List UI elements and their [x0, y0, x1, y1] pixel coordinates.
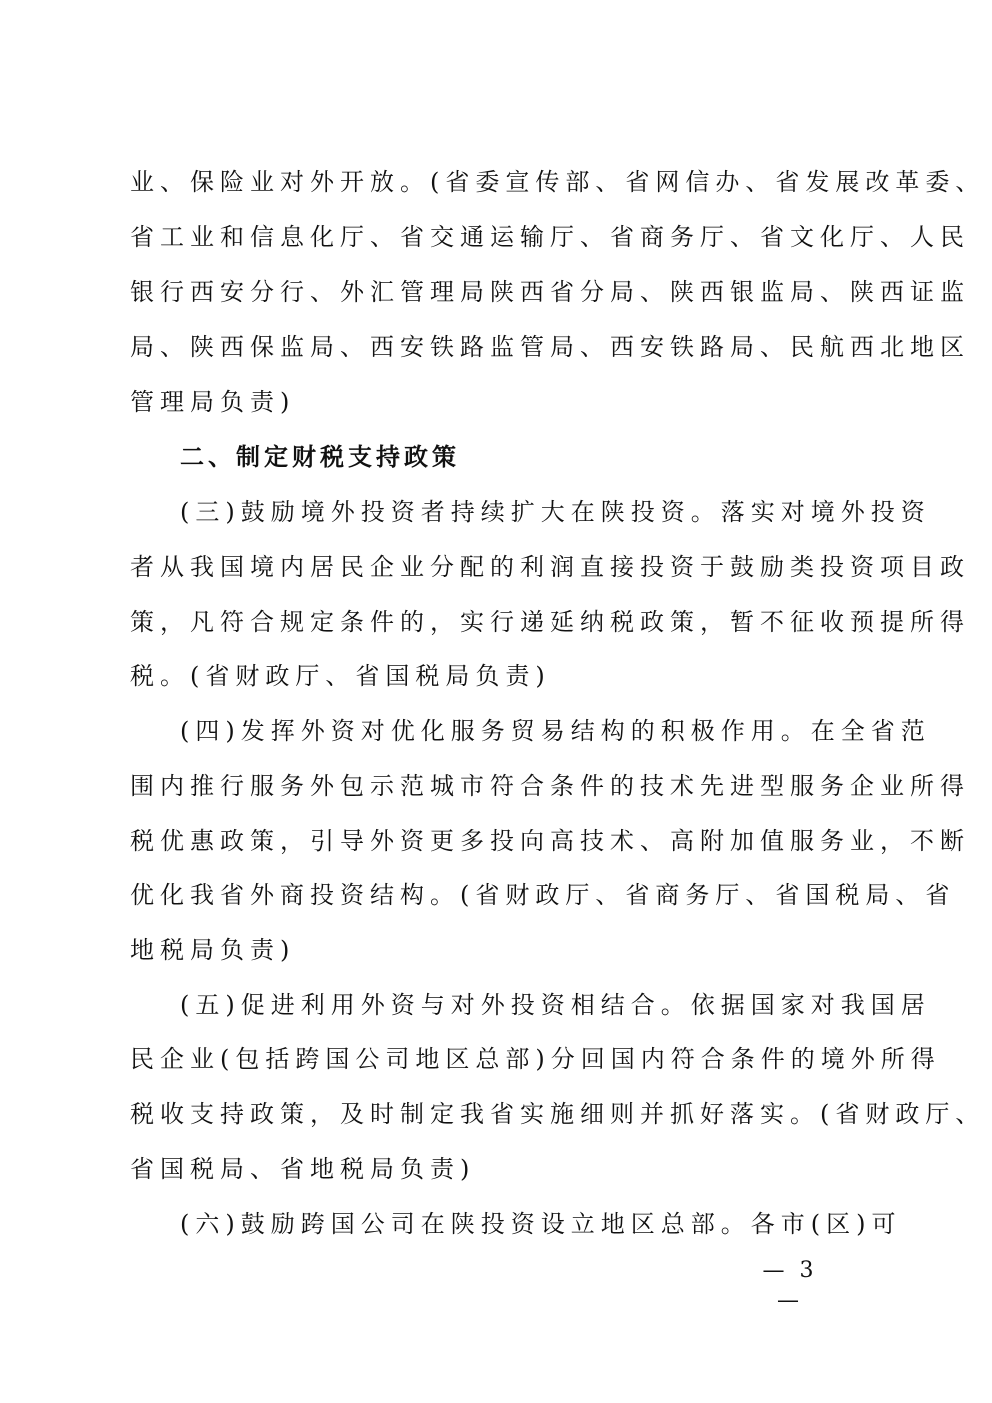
text-line: 业、保险业对外开放。(省委宣传部、省网信办、省发展改革委、	[130, 168, 986, 196]
text-line: 税收支持政策，及时制定我省实施细则并抓好落实。(省财政厅、	[130, 1100, 986, 1128]
text-line: (四)发挥外资对优化服务贸易结构的积极作用。在全省范	[180, 717, 931, 745]
text-line: (六)鼓励跨国公司在陕投资设立地区总部。各市(区)可	[180, 1210, 902, 1238]
page-number: — 3 —	[762, 1258, 818, 1313]
text-line: 省工业和信息化厅、省交通运输厅、省商务厅、省文化厅、人民	[130, 223, 970, 251]
text-line: 者从我国境内居民企业分配的利润直接投资于鼓励类投资项目政	[130, 553, 970, 581]
text-line: 优化我省外商投资结构。(省财政厅、省商务厅、省国税局、省	[130, 881, 956, 909]
section-heading: 二、制定财税支持政策	[180, 443, 460, 471]
text-line: 策，凡符合规定条件的，实行递延纳税政策，暂不征收预提所得	[130, 608, 970, 636]
text-line: 税。(省财政厅、省国税局负责)	[130, 662, 551, 690]
text-line: 管理局负责)	[130, 388, 296, 416]
text-line: 围内推行服务外包示范城市符合条件的技术先进型服务企业所得	[130, 772, 970, 800]
text-line: (五)促进利用外资与对外投资相结合。依据国家对我国居	[180, 991, 931, 1019]
text-line: 局、陕西保监局、西安铁路监管局、西安铁路局、民航西北地区	[130, 333, 970, 361]
text-line: 银行西安分行、外汇管理局陕西省分局、陕西银监局、陕西证监	[130, 278, 970, 306]
text-line: 民企业(包括跨国公司地区总部)分回国内符合条件的境外所得	[130, 1045, 941, 1073]
text-line: 地税局负责)	[130, 936, 296, 964]
text-line: (三)鼓励境外投资者持续扩大在陕投资。落实对境外投资	[180, 498, 931, 526]
text-line: 税优惠政策，引导外资更多投向高技术、高附加值服务业，不断	[130, 827, 970, 855]
text-line: 省国税局、省地税局负责)	[130, 1155, 476, 1183]
